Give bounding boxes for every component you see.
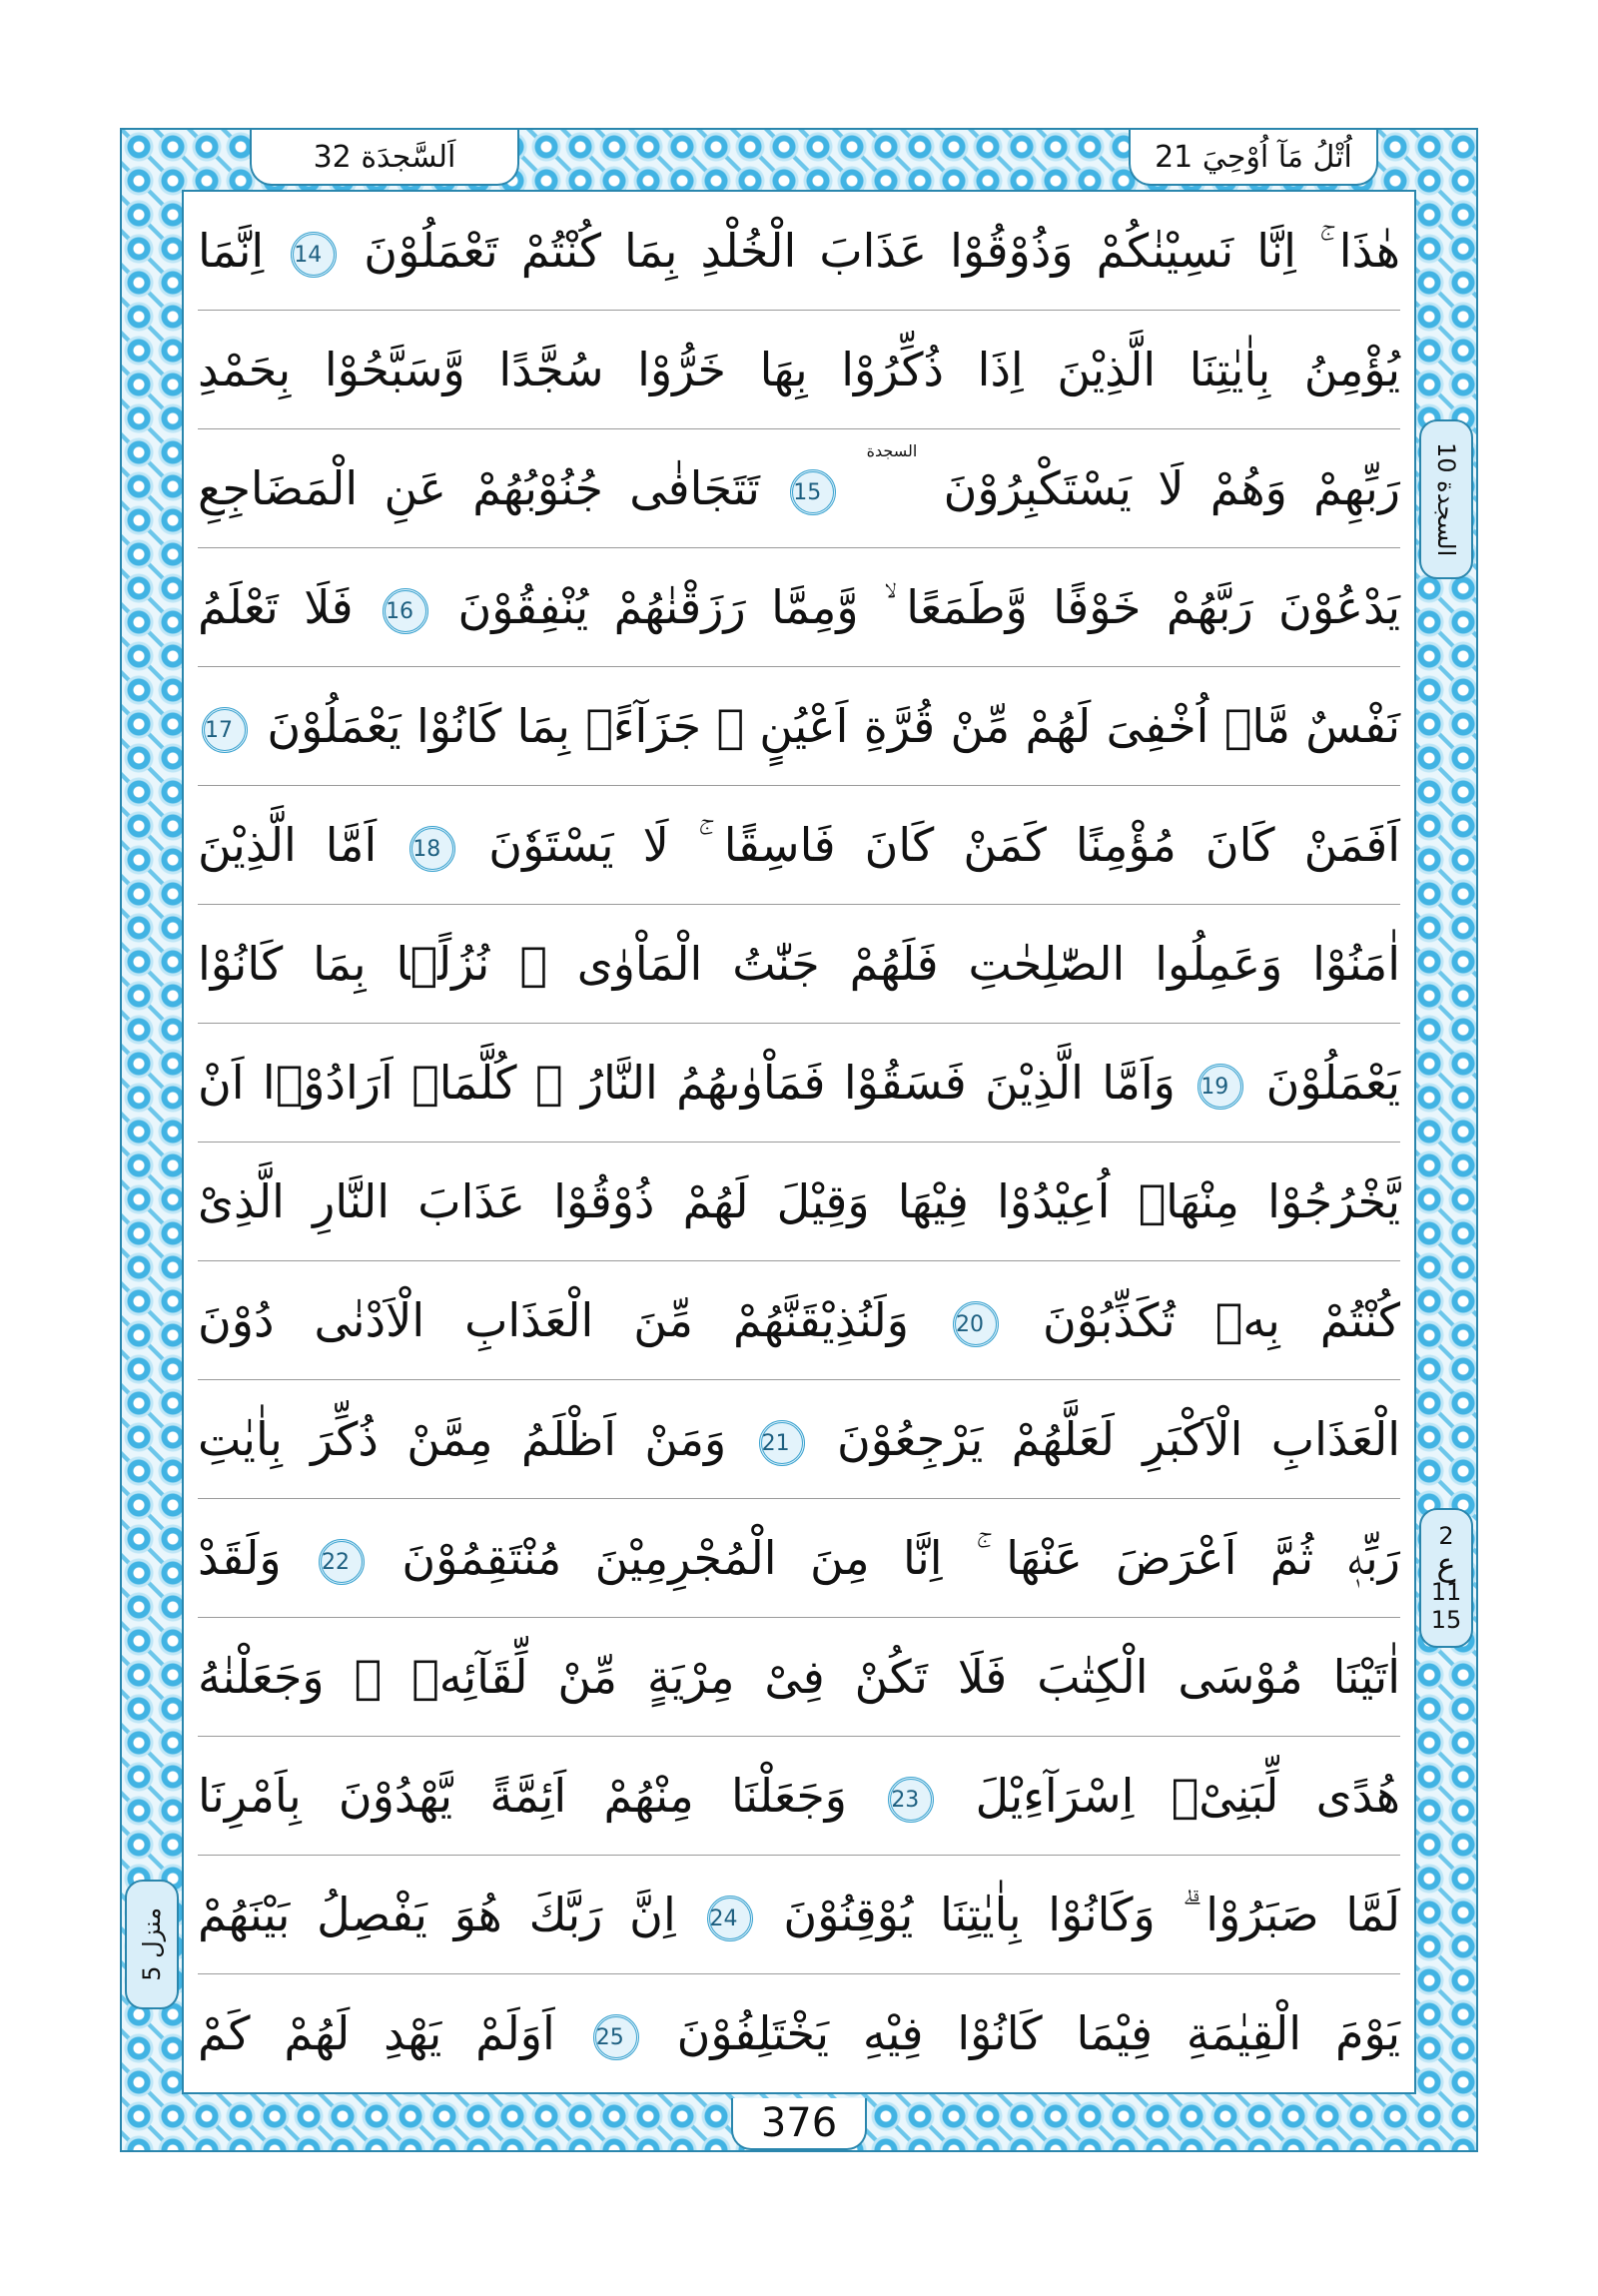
- text-line: [198, 1618, 1400, 1737]
- quran-text-panel: [182, 190, 1416, 2094]
- verse-text: هُدًى لِّبَنِىْۤ اِسْرَآءِيْلَ: [975, 1769, 1401, 1823]
- ayah-number-marker: 16: [383, 588, 428, 634]
- verse-text: اَوَلَمْ يَهْدِ لَهُمْ كَمْ: [198, 2006, 555, 2060]
- text-line: [198, 1024, 1400, 1143]
- sajdah-small-mark: السجدة: [866, 441, 918, 460]
- ayah-number-marker: 23: [888, 1777, 934, 1823]
- text-line: [198, 1380, 1400, 1499]
- page-number: 376: [731, 2098, 867, 2150]
- verse-text: رَبِّهِمْ وَهُمْ لَا يَسْتَكْبِرُوْنَ: [943, 461, 1400, 515]
- verse-text: هٰذَا ۚ اِنَّا نَسِيْنٰكُمْ وَذُوْقُوْا عَذَابَ الْخُلْدِ بِمَا كُنْتُمْ تَعْمَلُوْنَ: [364, 224, 1400, 278]
- surah-header-label: اَلسَّجدَة 32: [250, 130, 519, 186]
- text-line: [198, 1737, 1400, 1856]
- ruku-marker: [1419, 1508, 1473, 1648]
- verse-text: وَاَمَّا الَّذِيْنَ فَسَقُوْا فَمَاْوٰىهُمُ النَّارُ ۗ كُلَّمَاۤ اَرَادُوْۤا اَنْ: [198, 1056, 1176, 1110]
- verse-text: يَعْمَلُوْنَ: [1265, 1056, 1401, 1110]
- juz-header-label: اُتْلُ مَآ اُوْحِيَ 21: [1129, 130, 1378, 186]
- text-line: [198, 667, 1400, 786]
- verse-text: رَبِّهٖ ثُمَّ اَعْرَضَ عَنْهَا ۚ اِنَّا مِنَ الْمُجْرِمِيْنَ مُنْتَقِمُوْنَ: [401, 1531, 1400, 1585]
- verse-text: الْعَذَابِ الْاَكْبَرِ لَعَلَّهُمْ يَرْجِعُوْنَ: [836, 1412, 1400, 1466]
- ayah-number-marker: 20: [953, 1301, 999, 1347]
- ruku-top-number: 2: [1438, 1522, 1454, 1550]
- verse-text: اَفَمَنْ كَانَ مُؤْمِنًا كَمَنْ كَانَ فَاسِقًا ۚ لَا يَسْتَوٗنَ: [488, 818, 1400, 872]
- text-line: [198, 1856, 1400, 1974]
- verse-text: وَمَنْ اَظْلَمُ مِمَّنْ ذُكِّرَ بِاٰيٰتِ: [198, 1412, 727, 1466]
- sajdah-marker: [1419, 419, 1473, 579]
- verse-text: فَلَا تَعْلَمُ: [198, 580, 354, 634]
- verse-text: تَتَجَافٰى جُنُوْبُهُمْ عَنِ الْمَضَاجِعِ: [198, 461, 760, 515]
- verse-text: اِنَّ رَبَّكَ هُوَ يَفْصِلُ بَيْنَهُمْ: [198, 1888, 676, 1941]
- ayah-number-marker: 14: [291, 232, 337, 278]
- manzil-marker: [125, 1880, 179, 2009]
- verse-text: يَّخْرُجُوْا مِنْهَاۤ اُعِيْدُوْا فِيْهَا وَقِيْلَ لَهُمْ ذُوْقُوْا عَذَابَ النَّارِ الَّذِىْ: [198, 1174, 1400, 1228]
- verse-text: يَوْمَ الْقِيٰمَةِ فِيْمَا كَانُوْا فِيْهِ يَخْتَلِفُوْنَ: [676, 2006, 1401, 2060]
- ayah-number-marker: 15: [790, 469, 836, 515]
- text-line: [198, 1974, 1400, 2092]
- verse-text: وَجَعَلْنَا مِنْهُمْ اَئِمَّةً يَّهْدُوْنَ بِاَمْرِنَا: [198, 1769, 848, 1823]
- text-line: [198, 786, 1400, 905]
- ruku-mid-number: 11: [1430, 1578, 1462, 1606]
- ruku-bottom-number: 15: [1430, 1606, 1462, 1634]
- verse-text: اِنَّمَا: [198, 224, 265, 278]
- ayah-number-marker: 25: [593, 2014, 639, 2060]
- text-line: [198, 548, 1400, 667]
- ayah-number-marker: 21: [759, 1420, 805, 1466]
- verse-text: اَمَّا الَّذِيْنَ: [198, 818, 378, 872]
- text-line: [198, 1499, 1400, 1618]
- text-line: [198, 905, 1400, 1024]
- ornamental-border: [120, 128, 1478, 2152]
- verse-text: لَمَّا صَبَرُوْا ۗ وَكَانُوْا بِاٰيٰتِنَا يُوْقِنُوْنَ: [783, 1888, 1400, 1941]
- verse-text: اٰتَيْنَا مُوْسَى الْكِتٰبَ فَلَا تَكُنْ فِىْ مِرْيَةٍ مِّنْ لِّقَآئِهٖ ۖ وَجَعَلْنٰهُ: [198, 1650, 1400, 1704]
- text-line: [198, 311, 1400, 429]
- verse-text: وَلَنُذِيْقَنَّهُمْ مِّنَ الْعَذَابِ الْاَدْنٰى دُوْنَ: [198, 1293, 909, 1347]
- verse-text: اٰمَنُوْا وَعَمِلُوا الصّٰلِحٰتِ فَلَهُمْ جَنّٰتُ الْمَاْوٰى ۫ نُزُلًۢا بِمَا كَانُوْا: [198, 937, 1400, 991]
- text-line: [198, 1143, 1400, 1261]
- ayah-number-marker: 18: [409, 826, 455, 872]
- ruku-symbol: ع: [1436, 1545, 1456, 1583]
- text-line: [198, 192, 1400, 311]
- verse-text: يُؤْمِنُ بِاٰيٰتِنَا الَّذِيْنَ اِذَا ذُكِّرُوْا بِهَا خَرُّوْا سُجَّدًا وَّسَبَّحُوْا بِحَمْدِ: [198, 343, 1400, 396]
- sajdah-marker-label: السجدة 10: [1432, 441, 1460, 557]
- text-line: [198, 1261, 1400, 1380]
- manzil-marker-label: منزل 5: [138, 1908, 166, 1981]
- ayah-number-marker: 22: [319, 1539, 365, 1585]
- ayah-number-marker: 19: [1198, 1064, 1243, 1110]
- text-line: [198, 429, 1400, 548]
- verse-text: يَدْعُوْنَ رَبَّهُمْ خَوْفًا وَّطَمَعًا ۙ وَّمِمَّا رَزَقْنٰهُمْ يُنْفِقُوْنَ: [457, 580, 1400, 634]
- ayah-number-marker: 17: [202, 707, 248, 753]
- ayah-number-marker: 24: [707, 1896, 753, 1941]
- verse-text: كُنْتُمْ بِهٖ تُكَذِّبُوْنَ: [1042, 1293, 1401, 1347]
- verse-text: وَلَقَدْ: [198, 1531, 282, 1585]
- verse-text: نَفْسٌ مَّاۤ اُخْفِىَ لَهُمْ مِّنْ قُرَّةِ اَعْيُنٍ ۚ جَزَآءًۢ بِمَا كَانُوْا يَعْمَلُوْنَ: [267, 699, 1401, 753]
